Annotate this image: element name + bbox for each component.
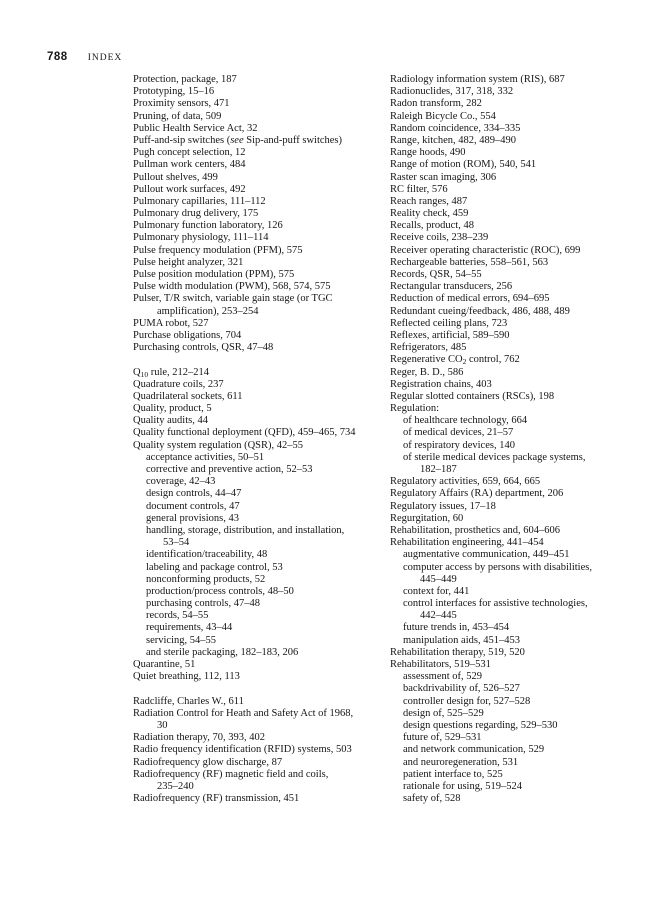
index-entry-line: Receiver operating characteristic (ROC), 699 (390, 244, 581, 256)
index-entry-line: Regenerative $CO_2$ control, 762 (390, 354, 520, 367)
page-number: 788 (47, 51, 68, 63)
index-entry-line: document controls, 47 (146, 500, 240, 512)
index-entry-line: context for, 441 (403, 585, 470, 597)
index-entry-line: Rectangular transducers, 256 (390, 281, 513, 293)
index-entry-line: Radionuclides, 317, 318, 332 (390, 86, 514, 98)
index-entry-line: handling, storage, distribution, and installation, (146, 524, 345, 536)
index-entry-line: of healthcare technology, 664 (403, 415, 528, 427)
running-head (47, 47, 122, 65)
index-column-right (390, 74, 646, 805)
index-entry-line: Refrigerators, 485 (390, 342, 467, 354)
index-entry-line: records, 54–55 (146, 610, 209, 622)
index-entry-line: Pulmonary physiology, 111–114 (133, 232, 269, 244)
index-entry-line: amplification), 253–254 (157, 305, 259, 317)
index-entry-line: of sterile medical devices package systems, (403, 451, 586, 463)
index-entry-line: assessment of, 529 (403, 671, 483, 683)
index-entry-line: future of, 529–531 (403, 732, 482, 744)
index-entry-line: Quiet breathing, 112, 113 (133, 671, 240, 683)
index-entry-line: Rehabilitators, 519–531 (390, 659, 491, 670)
index-section-gap (133, 354, 389, 366)
index-entry-line: augmentative communication, 449–451 (403, 549, 570, 561)
index-entry-line: Regulatory activities, 659, 664, 665 (390, 476, 541, 488)
index-entry-line: Reflexes, artificial, 589–590 (390, 329, 510, 341)
index-entry-line: 30 (157, 719, 168, 731)
index-entry-line: Reflected ceiling plans, 723 (390, 317, 508, 329)
index-entry-line: 442–445 (420, 610, 457, 622)
index-entry-line: Quality functional deployment (QFD), 459–465, 734 (133, 427, 356, 439)
index-entry-line: Quality audits, 44 (133, 415, 208, 427)
index-entry-line: Pruning, of data, 509 (133, 110, 222, 122)
index-entry-line: corrective and preventive action, 52–53 (146, 464, 313, 475)
index-entry-line: design questions regarding, 529–530 (403, 719, 558, 731)
index-entry-line: Radiology information system (RIS), 687 (390, 74, 565, 85)
index-entry-line: Quadrature coils, 237 (133, 378, 224, 390)
index-entry-line: Quality system regulation (QSR), 42–55 (133, 439, 304, 451)
index-entry-line: production/process controls, 48–50 (146, 585, 294, 597)
index-entry-line: Rehabilitation therapy, 519, 520 (390, 646, 525, 658)
index-entry-line: of medical devices, 21–57 (403, 427, 514, 439)
index-entry-line: and neuroregeneration, 531 (403, 756, 519, 768)
index-section-gap (133, 683, 389, 695)
index-entry-line: computer access by persons with disabilities, (403, 561, 592, 573)
index-entry-line: Quadrilateral sockets, 611 (133, 390, 243, 402)
index-entry-line: Regular slotted containers (RSCs), 198 (390, 390, 555, 402)
index-entry-line: Radcliffe, Charles W., 611 (133, 695, 244, 707)
index-entry-line: Radiofrequency (RF) transmission, 451 (133, 793, 300, 805)
index-entry-line: nonconforming products, 52 (146, 573, 266, 585)
index-entry-line: Reach ranges, 487 (390, 195, 468, 207)
index-entry-line: purchasing controls, 47–48 (146, 598, 261, 610)
index-entry-line: future trends in, 453–454 (403, 622, 510, 634)
index-entry-line: acceptance activities, 50–51 (146, 451, 265, 463)
index-entry-line: design of, 525–529 (403, 707, 484, 719)
index-entry-line: Raleigh Bicycle Co., 554 (390, 110, 496, 122)
index-entry-line: Records, QSR, 54–55 (390, 269, 482, 280)
index-entry-line: Pulmonary function laboratory, 126 (133, 220, 283, 232)
index-entry-line: Purchasing controls, QSR, 47–48 (133, 342, 274, 354)
index-entry-line: labeling and package control, 53 (146, 561, 283, 573)
index-entry-line: Regulation: (390, 403, 439, 415)
index-entry-line: Reger, B. D., 586 (390, 366, 464, 378)
index-entry-line: Radon transform, 282 (390, 98, 482, 110)
index-entry-line: patient interface to, 525 (403, 768, 503, 780)
index-entry-line: PUMA robot, 527 (133, 317, 209, 329)
index-entry-line: Puff-and-sip switches (see Sip-and-puff switches) (133, 134, 343, 146)
index-entry-line: Registration chains, 403 (390, 378, 492, 390)
index-entry-line: Pullout shelves, 499 (133, 171, 218, 183)
index-entry-line: Pulse frequency modulation (PFM), 575 (133, 244, 303, 256)
index-entry-line: Range of motion (ROM), 540, 541 (390, 159, 537, 171)
index-entry-line: Receive coils, 238–239 (390, 232, 489, 244)
index-entry-line: Range hoods, 490 (390, 147, 466, 159)
index-entry-line: Pulse height analyzer, 321 (133, 256, 244, 268)
index-entry-line: Reality check, 459 (390, 208, 469, 220)
index-entry-line: Rehabilitation, prosthetics and, 604–606 (390, 524, 561, 536)
index-entry-line: Regulatory Affairs (RA) department, 206 (390, 488, 564, 500)
index-entry-line: servicing, 54–55 (146, 634, 216, 646)
index-entry-line: Radiofrequency (RF) magnetic field and coils, (133, 768, 329, 780)
index-entry-line: identification/traceability, 48 (146, 549, 268, 561)
index-entry-line: Pullout work surfaces, 492 (133, 183, 246, 195)
index-entry-line: Recalls, product, 48 (390, 220, 474, 232)
index-entry-line: 182–187 (420, 464, 457, 475)
index-entry-line: safety of, 528 (403, 793, 461, 805)
index-entry-line: Range, kitchen, 482, 489–490 (390, 134, 516, 146)
index-entry-line: 445–449 (420, 573, 457, 585)
index-entry-line: manipulation aids, 451–453 (403, 634, 520, 646)
index-entry-line: Pullman work centers, 484 (133, 159, 246, 171)
index-entry-line: of respiratory devices, 140 (403, 439, 515, 451)
index-entry-line: design controls, 44–47 (146, 488, 242, 500)
index-entry-line: Pulse position modulation (PPM), 575 (133, 269, 295, 280)
index-entry-line: Redundant cueing/feedback, 486, 488, 489 (390, 305, 570, 317)
index-entry-line: Regurgitation, 60 (390, 512, 464, 524)
index-entry-line: Raster scan imaging, 306 (390, 171, 497, 183)
index-entry-line: Regulatory issues, 17–18 (390, 500, 496, 512)
index-entry-line: Quarantine, 51 (133, 659, 196, 670)
index-entry-line: Proximity sensors, 471 (133, 98, 230, 110)
index-entry-line: Public Health Service Act, 32 (133, 122, 258, 134)
index-entry-line: Rechargeable batteries, 558–561, 563 (390, 256, 549, 268)
index-entry-line: 235–240 (157, 780, 194, 792)
index-entry-line: Rehabilitation engineering, 441–454 (390, 537, 544, 549)
index-entry-line: and sterile packaging, 182–183, 206 (146, 646, 299, 658)
index-entry-line: $Q_{10}$ rule, 212–214 (133, 366, 210, 379)
index-entry-line: Quality, product, 5 (133, 403, 212, 415)
page-header-label: INDEX (87, 53, 123, 63)
index-entry-line: Protection, package, 187 (133, 74, 237, 85)
index-entry-line: RC filter, 576 (390, 183, 448, 195)
index-entry-line: Radiofrequency glow discharge, 87 (133, 756, 283, 768)
index-entry-line: Pulse width modulation (PWM), 568, 574, 575 (133, 281, 331, 293)
index-entry-line: control interfaces for assistive technologies, (403, 598, 588, 610)
index-entry-line: Pulser, T/R switch, variable gain stage (or TGC (133, 293, 333, 305)
index-entry-line: Purchase obligations, 704 (133, 329, 242, 341)
index-entry-line: controller design for, 527–528 (403, 695, 531, 707)
index-entry-line: and network communication, 529 (403, 744, 545, 756)
index-entry-line: Prototyping, 15–16 (133, 86, 215, 98)
index-entry-line: Pulmonary drug delivery, 175 (133, 208, 259, 220)
index-entry-line: 53–54 (163, 537, 190, 549)
index-entry-line: general provisions, 43 (146, 512, 240, 524)
index-column-left (133, 74, 389, 805)
index-entry-line: Pulmonary capillaries, 111–112 (133, 195, 266, 207)
index-entry-line: requirements, 43–44 (146, 622, 233, 634)
index-entry-line: coverage, 42–43 (146, 476, 216, 488)
index-entry-line: Random coincidence, 334–335 (390, 122, 521, 134)
index-entry-line: rationale for using, 519–524 (403, 780, 522, 792)
index-entry-line: Radiation therapy, 70, 393, 402 (133, 732, 266, 744)
index-entry-line: backdrivability of, 526–527 (403, 683, 520, 695)
index-entry-line: Pugh concept selection, 12 (133, 147, 246, 159)
index-entry-line: Reduction of medical errors, 694–695 (390, 293, 550, 305)
index-entry-line: Radio frequency identification (RFID) systems, 503 (133, 744, 352, 756)
index-entry-line: Radiation Control for Heath and Safety Act of 1968, (133, 707, 354, 719)
